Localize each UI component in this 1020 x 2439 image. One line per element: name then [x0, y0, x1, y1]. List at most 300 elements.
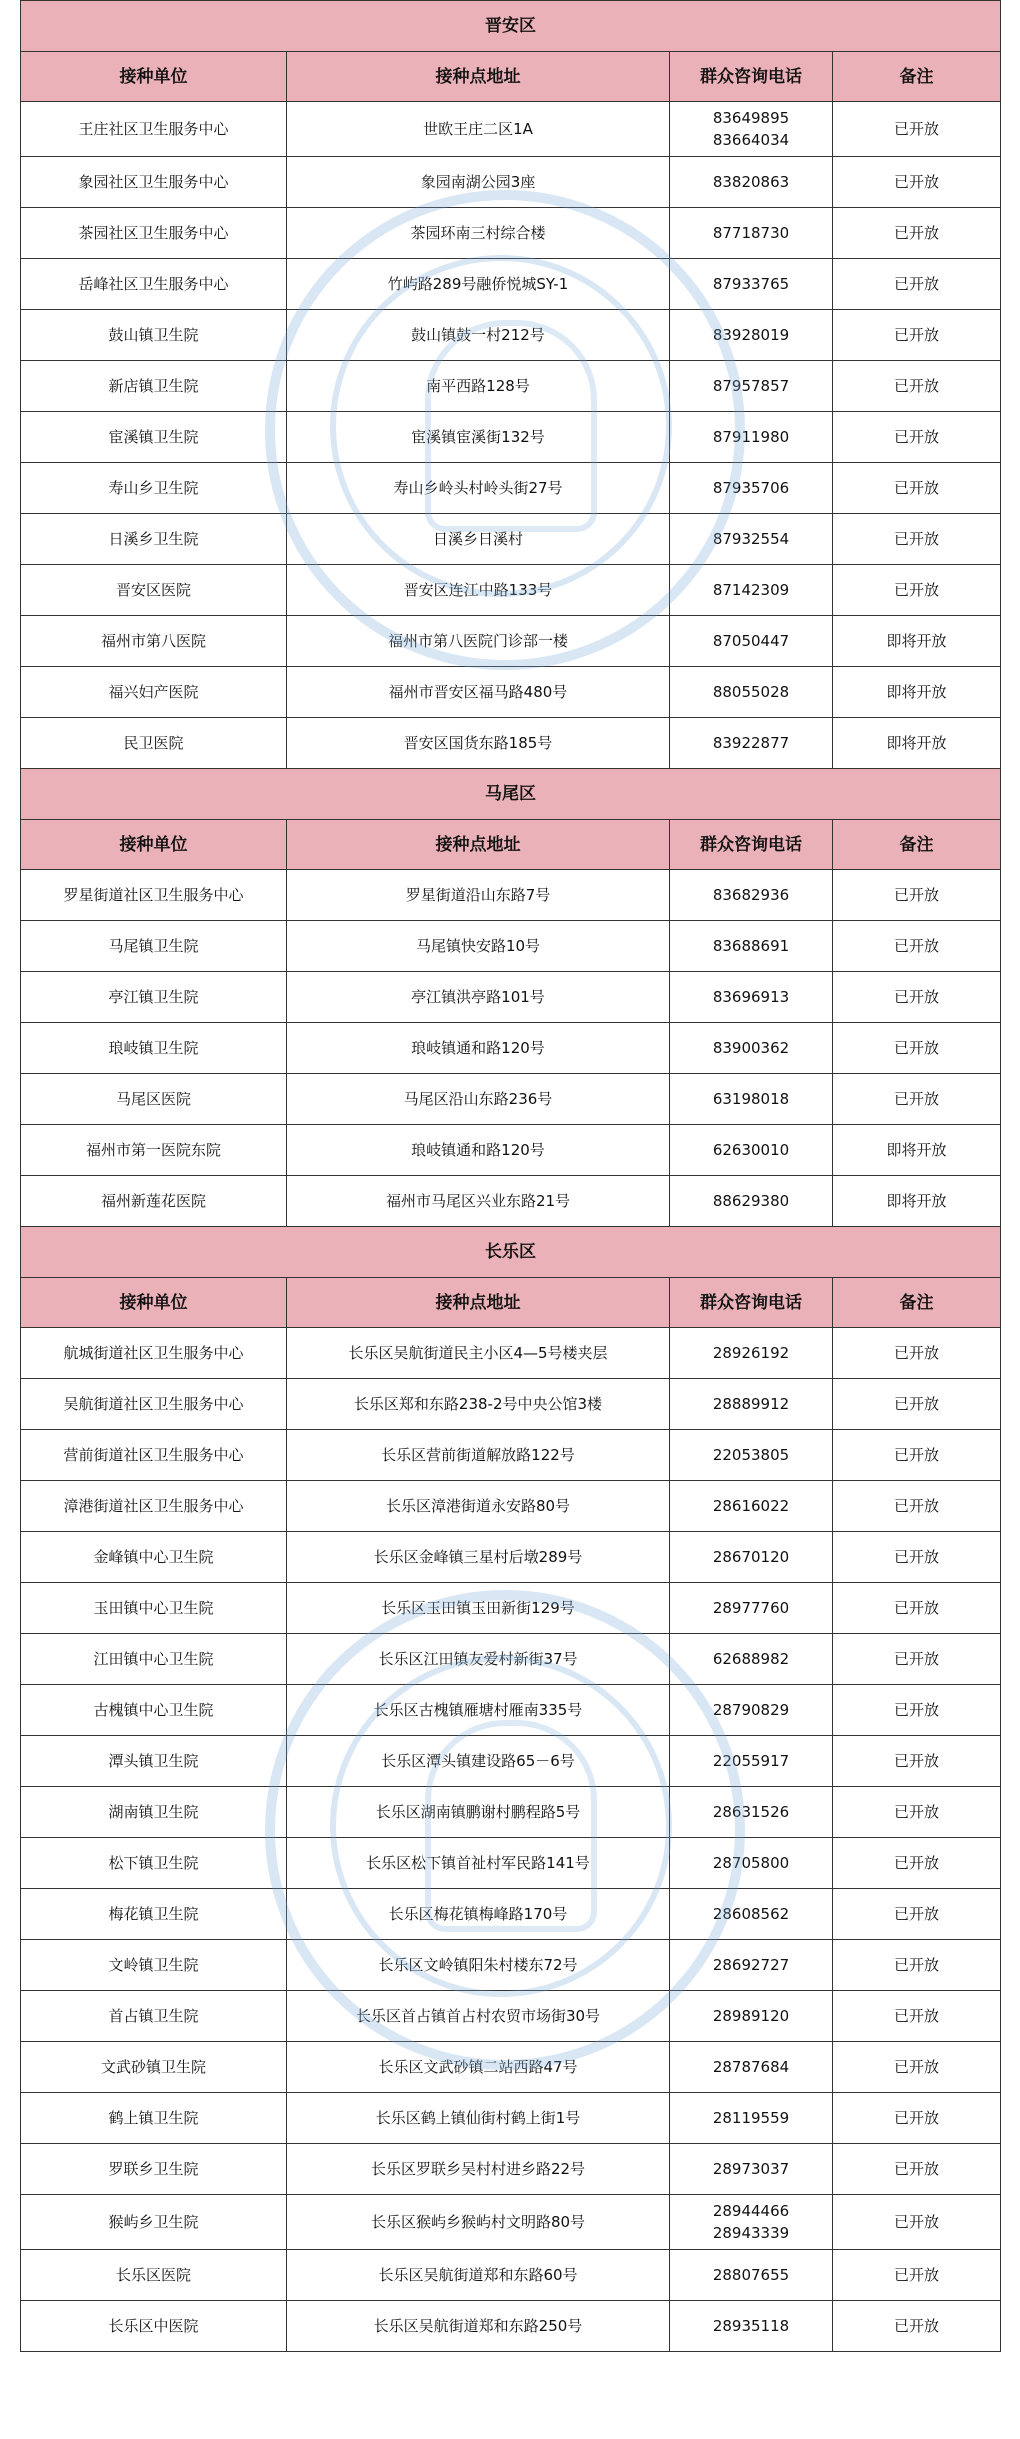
- table-row: [21, 1736, 1001, 1787]
- note-cell: [833, 1940, 1001, 1991]
- address-cell: [287, 514, 670, 565]
- phone-cell-text: 87933765: [712, 275, 790, 293]
- unit-cell: [21, 1889, 287, 1940]
- address-cell-text: 马尾区沿山东路236号: [403, 1090, 553, 1108]
- district-title: 长乐区: [21, 1227, 1001, 1278]
- unit-cell: [21, 870, 287, 921]
- header-note: 备注: [833, 52, 1001, 102]
- address-cell-text: 南平西路128号: [426, 377, 530, 395]
- unit-cell-text: 吴航街道社区卫生服务中心: [63, 1395, 244, 1413]
- district-title: 马尾区: [21, 769, 1001, 820]
- unit-cell-text: 福州市第八医院: [100, 632, 206, 650]
- address-cell: [287, 870, 670, 921]
- note-cell-text: 已开放: [893, 1039, 939, 1057]
- note-cell-text: 已开放: [893, 1956, 939, 1974]
- unit-cell: [21, 1023, 287, 1074]
- table-row: [21, 1328, 1001, 1379]
- unit-cell-text: 民卫医院: [123, 734, 184, 752]
- unit-cell-text: 晋安区医院: [115, 581, 191, 599]
- unit-cell: [21, 102, 287, 157]
- address-cell-text: 长乐区古槐镇雁塘村雁南335号: [373, 1701, 583, 1719]
- district-title-row: [21, 1227, 1001, 1278]
- table-row: [21, 667, 1001, 718]
- address-cell: [287, 1736, 670, 1787]
- note-cell: [833, 718, 1001, 769]
- phone-cell: [670, 1430, 833, 1481]
- address-cell-text: 日溪乡日溪村: [432, 530, 523, 548]
- unit-cell: [21, 259, 287, 310]
- unit-cell-text: 文武砂镇卫生院: [100, 2058, 206, 2076]
- unit-cell-text: 玉田镇中心卫生院: [93, 1599, 214, 1617]
- column-header-row: [21, 820, 1001, 870]
- note-cell-text: 已开放: [893, 326, 939, 344]
- note-cell: [833, 2195, 1001, 2250]
- unit-cell-text: 营前街道社区卫生服务中心: [63, 1446, 244, 1464]
- note-cell-text: 已开放: [893, 2109, 939, 2127]
- address-cell: [287, 259, 670, 310]
- address-cell: [287, 157, 670, 208]
- note-cell: [833, 2301, 1001, 2352]
- phone-cell-text: 28631526: [712, 1803, 790, 1821]
- note-cell: [833, 1379, 1001, 1430]
- table-row: [21, 514, 1001, 565]
- unit-cell: [21, 157, 287, 208]
- note-cell-text: 已开放: [893, 377, 939, 395]
- table-row: [21, 2093, 1001, 2144]
- note-cell-text: 即将开放: [886, 734, 947, 752]
- table-row: [21, 1532, 1001, 1583]
- address-cell: [287, 1176, 670, 1227]
- unit-cell-text: 亭江镇卫生院: [108, 988, 199, 1006]
- table-row: [21, 157, 1001, 208]
- table-row: [21, 259, 1001, 310]
- unit-cell: [21, 310, 287, 361]
- table-row: [21, 972, 1001, 1023]
- unit-cell: [21, 1328, 287, 1379]
- table-row: [21, 361, 1001, 412]
- note-cell-text: 已开放: [893, 1395, 939, 1413]
- address-cell-text: 长乐区营前街道解放路122号: [381, 1446, 575, 1464]
- note-cell-text: 已开放: [893, 1497, 939, 1515]
- note-cell: [833, 2144, 1001, 2195]
- phone-cell-text: 88629380: [712, 1192, 790, 1210]
- unit-cell: [21, 361, 287, 412]
- unit-cell: [21, 667, 287, 718]
- unit-cell: [21, 1481, 287, 1532]
- address-cell-text: 茶园环南三村综合楼: [410, 224, 546, 242]
- phone-cell: [670, 1379, 833, 1430]
- phone-cell-text: 87911980: [712, 428, 790, 446]
- note-cell: [833, 310, 1001, 361]
- unit-cell: [21, 1940, 287, 1991]
- note-cell-text: 已开放: [893, 1599, 939, 1617]
- address-cell-text: 晋安区连江中路133号: [403, 581, 553, 599]
- note-cell: [833, 259, 1001, 310]
- unit-cell-text: 鼓山镇卫生院: [108, 326, 199, 344]
- note-cell: [833, 514, 1001, 565]
- note-cell: [833, 1787, 1001, 1838]
- note-cell-text: 已开放: [893, 2160, 939, 2178]
- note-cell: [833, 361, 1001, 412]
- address-cell: [287, 972, 670, 1023]
- phone-cell-text: 87957857: [712, 377, 790, 395]
- phone-cell-text: 63198018: [712, 1090, 790, 1108]
- phone-cell: [670, 1481, 833, 1532]
- phone-cell: [670, 2042, 833, 2093]
- note-cell: [833, 102, 1001, 157]
- unit-cell-text: 湖南镇卫生院: [108, 1803, 199, 1821]
- address-cell-text: 罗星街道沿山东路7号: [405, 886, 551, 904]
- address-cell: [287, 1125, 670, 1176]
- unit-cell-text: 马尾区医院: [115, 1090, 191, 1108]
- note-cell-text: 已开放: [893, 275, 939, 293]
- address-cell-text: 长乐区鹤上镇仙街村鹤上街1号: [375, 2109, 581, 2127]
- district-title-row: [21, 1, 1001, 52]
- unit-cell: [21, 1532, 287, 1583]
- address-cell-text: 世欧王庄二区1A: [423, 120, 533, 138]
- table-row: [21, 718, 1001, 769]
- table-row: [21, 2042, 1001, 2093]
- address-cell: [287, 1889, 670, 1940]
- phone-cell: [670, 1838, 833, 1889]
- table-row: [21, 921, 1001, 972]
- address-cell: [287, 718, 670, 769]
- phone-cell-text: 28787684: [712, 2058, 790, 2076]
- note-cell: [833, 972, 1001, 1023]
- phone-cell: [670, 667, 833, 718]
- note-cell: [833, 208, 1001, 259]
- phone-cell-text-2: 83664034: [712, 131, 790, 149]
- address-cell-text: 长乐区金峰镇三星村后墩289号: [373, 1548, 583, 1566]
- phone-cell-text: 83900362: [712, 1039, 790, 1057]
- phone-cell-text: 83649895: [712, 109, 790, 127]
- unit-cell: [21, 2195, 287, 2250]
- unit-cell-text: 新店镇卫生院: [108, 377, 199, 395]
- address-cell: [287, 616, 670, 667]
- phone-cell-text: 28889912: [712, 1395, 790, 1413]
- note-cell-text: 已开放: [893, 1344, 939, 1362]
- note-cell-text: 已开放: [893, 1090, 939, 1108]
- address-cell: [287, 2042, 670, 2093]
- column-header-row: [21, 52, 1001, 102]
- unit-cell-text: 梅花镇卫生院: [108, 1905, 199, 1923]
- note-cell-text: 已开放: [893, 1905, 939, 1923]
- note-cell: [833, 2250, 1001, 2301]
- table-row: [21, 870, 1001, 921]
- phone-cell: [670, 1991, 833, 2042]
- address-cell: [287, 1940, 670, 1991]
- phone-cell: [670, 1940, 833, 1991]
- note-cell: [833, 1532, 1001, 1583]
- phone-cell-text: 28608562: [712, 1905, 790, 1923]
- unit-cell: [21, 463, 287, 514]
- address-cell-text: 长乐区湖南镇鹏谢村鹏程路5号: [375, 1803, 581, 1821]
- phone-cell: [670, 514, 833, 565]
- phone-cell: [670, 1583, 833, 1634]
- phone-cell-text: 28977760: [712, 1599, 790, 1617]
- address-cell: [287, 1583, 670, 1634]
- address-cell-text: 长乐区玉田镇玉田新街129号: [381, 1599, 575, 1617]
- table-row: [21, 412, 1001, 463]
- address-cell: [287, 412, 670, 463]
- district-title: 晋安区: [21, 1, 1001, 52]
- unit-cell-text: 潭头镇卫生院: [108, 1752, 199, 1770]
- phone-cell: [670, 921, 833, 972]
- table-row: [21, 2250, 1001, 2301]
- phone-cell: [670, 1328, 833, 1379]
- note-cell-text: 已开放: [893, 1854, 939, 1872]
- unit-cell-text: 寿山乡卫生院: [108, 479, 199, 497]
- phone-cell: [670, 102, 833, 157]
- phone-cell-text: 83682936: [712, 886, 790, 904]
- table-row: [21, 2195, 1001, 2250]
- note-cell-text: 已开放: [893, 428, 939, 446]
- note-cell-text: 已开放: [893, 1701, 939, 1719]
- note-cell: [833, 463, 1001, 514]
- address-cell-text: 竹屿路289号融侨悦城SY-1: [387, 275, 569, 293]
- address-cell-text: 长乐区松下镇首祉村军民路141号: [366, 1854, 590, 1872]
- phone-cell-text: 28944466: [712, 2202, 790, 2220]
- address-cell-text: 马尾镇快安路10号: [415, 937, 541, 955]
- unit-cell-text: 福州新莲花医院: [100, 1192, 206, 1210]
- phone-cell: [670, 972, 833, 1023]
- address-cell: [287, 2195, 670, 2250]
- unit-cell-text: 马尾镇卫生院: [108, 937, 199, 955]
- phone-cell: [670, 412, 833, 463]
- address-cell: [287, 2301, 670, 2352]
- phone-cell-text: 62630010: [712, 1141, 790, 1159]
- phone-cell-text: 87932554: [712, 530, 790, 548]
- table-row: [21, 1176, 1001, 1227]
- header-address: 接种点地址: [287, 820, 670, 870]
- note-cell: [833, 1074, 1001, 1125]
- note-cell: [833, 1430, 1001, 1481]
- address-cell-text: 长乐区吴航街道民主小区4—5号楼夹层: [348, 1344, 608, 1362]
- phone-cell-text: 88055028: [712, 683, 790, 701]
- note-cell-text: 已开放: [893, 988, 939, 1006]
- phone-cell-text: 28926192: [712, 1344, 790, 1362]
- table-row: [21, 1583, 1001, 1634]
- phone-cell-text: 83922877: [712, 734, 790, 752]
- note-cell: [833, 1736, 1001, 1787]
- unit-cell-text: 福兴妇产医院: [108, 683, 199, 701]
- unit-cell-text: 象园社区卫生服务中心: [78, 173, 229, 191]
- phone-cell: [670, 870, 833, 921]
- note-cell-text: 已开放: [893, 173, 939, 191]
- unit-cell: [21, 718, 287, 769]
- address-cell-text: 长乐区江田镇友爱村新街37号: [378, 1650, 578, 1668]
- note-cell-text: 已开放: [893, 2213, 939, 2231]
- note-cell-text: 即将开放: [886, 683, 947, 701]
- phone-cell: [670, 361, 833, 412]
- unit-cell-text: 琅岐镇卫生院: [108, 1039, 199, 1057]
- unit-cell: [21, 921, 287, 972]
- phone-cell: [670, 1889, 833, 1940]
- address-cell: [287, 1481, 670, 1532]
- phone-cell: [670, 718, 833, 769]
- note-cell-text: 已开放: [893, 1446, 939, 1464]
- phone-cell-text: 28989120: [712, 2007, 790, 2025]
- address-cell: [287, 565, 670, 616]
- phone-cell: [670, 259, 833, 310]
- unit-cell: [21, 412, 287, 463]
- unit-cell: [21, 1838, 287, 1889]
- unit-cell: [21, 1379, 287, 1430]
- unit-cell: [21, 1125, 287, 1176]
- phone-cell: [670, 208, 833, 259]
- phone-cell: [670, 157, 833, 208]
- table-row: [21, 616, 1001, 667]
- phone-cell: [670, 616, 833, 667]
- unit-cell: [21, 2301, 287, 2352]
- address-cell-text: 长乐区吴航街道郑和东路60号: [378, 2266, 578, 2284]
- address-cell: [287, 310, 670, 361]
- phone-cell: [670, 2195, 833, 2250]
- address-cell-text: 长乐区猴屿乡猴屿村文明路80号: [370, 2213, 586, 2231]
- phone-cell-text: 28807655: [712, 2266, 790, 2284]
- address-cell-text: 琅岐镇通和路120号: [411, 1141, 545, 1159]
- address-cell-text: 福州市马尾区兴业东路21号: [385, 1192, 571, 1210]
- table-row: [21, 1685, 1001, 1736]
- note-cell: [833, 921, 1001, 972]
- table-body: [21, 1, 1001, 2352]
- address-cell-text: 长乐区文武砂镇二站西路47号: [378, 2058, 578, 2076]
- phone-cell-text: 22055917: [712, 1752, 790, 1770]
- address-cell: [287, 1685, 670, 1736]
- address-cell: [287, 2093, 670, 2144]
- note-cell-text: 已开放: [893, 1548, 939, 1566]
- vaccination-sites-table: [20, 0, 1001, 2352]
- header-phone: 群众咨询电话: [670, 820, 833, 870]
- address-cell-text: 象园南湖公园3座: [420, 173, 536, 191]
- phone-cell: [670, 463, 833, 514]
- unit-cell-text: 福州市第一医院东院: [85, 1141, 221, 1159]
- phone-cell-text: 28670120: [712, 1548, 790, 1566]
- phone-cell-text: 87050447: [712, 632, 790, 650]
- unit-cell-text: 宦溪镇卫生院: [108, 428, 199, 446]
- unit-cell: [21, 565, 287, 616]
- unit-cell: [21, 2042, 287, 2093]
- note-cell-text: 已开放: [893, 1803, 939, 1821]
- note-cell-text: 已开放: [893, 1650, 939, 1668]
- unit-cell-text: 王庄社区卫生服务中心: [78, 120, 229, 138]
- phone-cell: [670, 565, 833, 616]
- phone-cell: [670, 1736, 833, 1787]
- address-cell: [287, 2250, 670, 2301]
- header-address: 接种点地址: [287, 1278, 670, 1328]
- phone-cell: [670, 310, 833, 361]
- unit-cell-text: 日溪乡卫生院: [108, 530, 199, 548]
- table-row: [21, 1889, 1001, 1940]
- address-cell: [287, 1328, 670, 1379]
- address-cell-text: 长乐区漳港街道永安路80号: [385, 1497, 571, 1515]
- phone-cell: [670, 1125, 833, 1176]
- table-row: [21, 1634, 1001, 1685]
- unit-cell: [21, 1736, 287, 1787]
- unit-cell: [21, 616, 287, 667]
- address-cell-text: 琅岐镇通和路120号: [411, 1039, 545, 1057]
- header-phone: 群众咨询电话: [670, 1278, 833, 1328]
- unit-cell-text: 首占镇卫生院: [108, 2007, 199, 2025]
- phone-cell-text: 28692727: [712, 1956, 790, 1974]
- phone-cell-text: 87718730: [712, 224, 790, 242]
- phone-cell: [670, 1787, 833, 1838]
- address-cell: [287, 361, 670, 412]
- unit-cell: [21, 1991, 287, 2042]
- address-cell-text: 长乐区罗联乡吴村村进乡路22号: [370, 2160, 586, 2178]
- address-cell: [287, 463, 670, 514]
- header-address: 接种点地址: [287, 52, 670, 102]
- table-row: [21, 1379, 1001, 1430]
- note-cell-text: 即将开放: [886, 632, 947, 650]
- address-cell-text: 长乐区吴航街道郑和东路250号: [373, 2317, 583, 2335]
- note-cell: [833, 1023, 1001, 1074]
- table-row: [21, 1125, 1001, 1176]
- note-cell: [833, 1991, 1001, 2042]
- phone-cell: [670, 1023, 833, 1074]
- unit-cell-text: 罗星街道社区卫生服务中心: [63, 886, 244, 904]
- phone-cell-text: 83688691: [712, 937, 790, 955]
- table-row: [21, 310, 1001, 361]
- unit-cell-text: 江田镇中心卫生院: [93, 1650, 214, 1668]
- phone-cell-text: 87142309: [712, 581, 790, 599]
- header-unit: 接种单位: [21, 1278, 287, 1328]
- unit-cell-text: 猴屿乡卫生院: [108, 2213, 199, 2231]
- unit-cell: [21, 1430, 287, 1481]
- unit-cell: [21, 1074, 287, 1125]
- unit-cell-text: 金峰镇中心卫生院: [93, 1548, 214, 1566]
- phone-cell-text: 87935706: [712, 479, 790, 497]
- phone-cell: [670, 2250, 833, 2301]
- phone-cell: [670, 1176, 833, 1227]
- note-cell-text: 已开放: [893, 2266, 939, 2284]
- unit-cell-text: 茶园社区卫生服务中心: [78, 224, 229, 242]
- table-row: [21, 1074, 1001, 1125]
- unit-cell: [21, 1583, 287, 1634]
- note-cell: [833, 1889, 1001, 1940]
- note-cell-text: 已开放: [893, 937, 939, 955]
- phone-cell-text: 28616022: [712, 1497, 790, 1515]
- address-cell: [287, 1787, 670, 1838]
- phone-cell-text: 28790829: [712, 1701, 790, 1719]
- note-cell-text: 已开放: [893, 479, 939, 497]
- unit-cell: [21, 972, 287, 1023]
- note-cell: [833, 2093, 1001, 2144]
- table-row: [21, 2144, 1001, 2195]
- unit-cell: [21, 1685, 287, 1736]
- unit-cell: [21, 208, 287, 259]
- note-cell-text: 已开放: [893, 530, 939, 548]
- phone-cell-text: 83820863: [712, 173, 790, 191]
- phone-cell: [670, 2093, 833, 2144]
- phone-cell-text: 83928019: [712, 326, 790, 344]
- note-cell-text: 已开放: [893, 224, 939, 242]
- table-row: [21, 1481, 1001, 1532]
- unit-cell: [21, 2093, 287, 2144]
- note-cell-text: 已开放: [893, 886, 939, 904]
- table-row: [21, 1430, 1001, 1481]
- table-row: [21, 102, 1001, 157]
- address-cell: [287, 1379, 670, 1430]
- address-cell-text: 鼓山镇鼓一村212号: [411, 326, 545, 344]
- address-cell: [287, 1991, 670, 2042]
- note-cell: [833, 1176, 1001, 1227]
- phone-cell: [670, 1685, 833, 1736]
- table-row: [21, 208, 1001, 259]
- unit-cell-text: 漳港街道社区卫生服务中心: [63, 1497, 244, 1515]
- unit-cell-text: 航城街道社区卫生服务中心: [63, 1344, 244, 1362]
- table-row: [21, 1838, 1001, 1889]
